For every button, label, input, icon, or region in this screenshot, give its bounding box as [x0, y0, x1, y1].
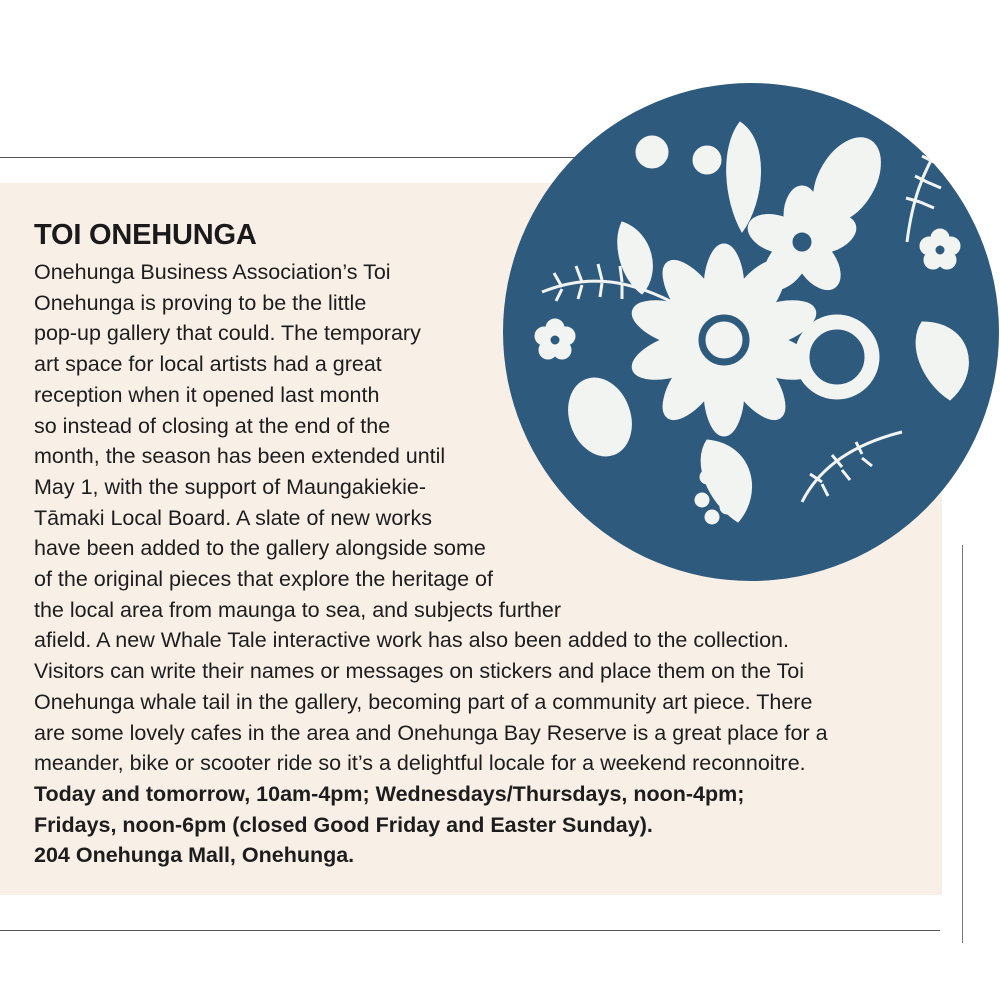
opening-hours-line: Fridays, noon-6pm (closed Good Friday and Easter Sunday). — [34, 812, 653, 837]
body-line: so instead of closing at the end of the — [34, 413, 391, 438]
body-line: afield. A new Whale Tale interactive work has also been added to the collection. — [34, 628, 789, 653]
body-line: month, the season has been extended until — [34, 444, 446, 469]
thistle-flower — [636, 136, 668, 168]
body-line: meander, bike or scooter ride so it’s a delightful locale for a weekend reconnoitre. — [34, 751, 806, 776]
botanical-artwork — [502, 82, 1000, 582]
body-line: of the original pieces that explore the heritage of — [34, 567, 493, 592]
body-line: Tāmaki Local Board. A slate of new works — [34, 505, 432, 530]
body-line: May 1, with the support of Maungakiekie- — [34, 474, 426, 499]
body-line: have been added to the gallery alongside some — [34, 536, 486, 561]
article-title: TOI ONEHUNGA — [34, 219, 257, 251]
thistle-flower — [693, 146, 721, 174]
body-line: Onehunga Business Association’s Toi — [34, 260, 391, 284]
protea-flower — [795, 315, 879, 399]
body-line: reception when it opened last month — [34, 382, 380, 407]
right-rule — [962, 545, 963, 943]
opening-hours-line: Today and tomorrow, 10am-4pm; Wednesdays/Thursdays, noon-4pm; — [34, 781, 745, 806]
body-line: pop-up gallery that could. The temporary — [34, 321, 421, 346]
address-line: 204 Onehunga Mall, Onehunga. — [34, 843, 355, 868]
body-line: Onehunga is proving to be the little — [34, 290, 367, 315]
body-line: Visitors can write their names or messages on stickers and place them on the Toi — [34, 659, 804, 684]
body-line: Onehunga whale tail in the gallery, becoming part of a community art piece. There — [34, 689, 813, 714]
body-line: are some lovely cafes in the area and Onehunga Bay Reserve is a great place for a — [34, 720, 828, 745]
bottom-rule — [0, 930, 940, 931]
body-line: art space for local artists had a great — [34, 352, 382, 377]
body-line: the local area from maunga to sea, and subjects further — [34, 597, 562, 622]
